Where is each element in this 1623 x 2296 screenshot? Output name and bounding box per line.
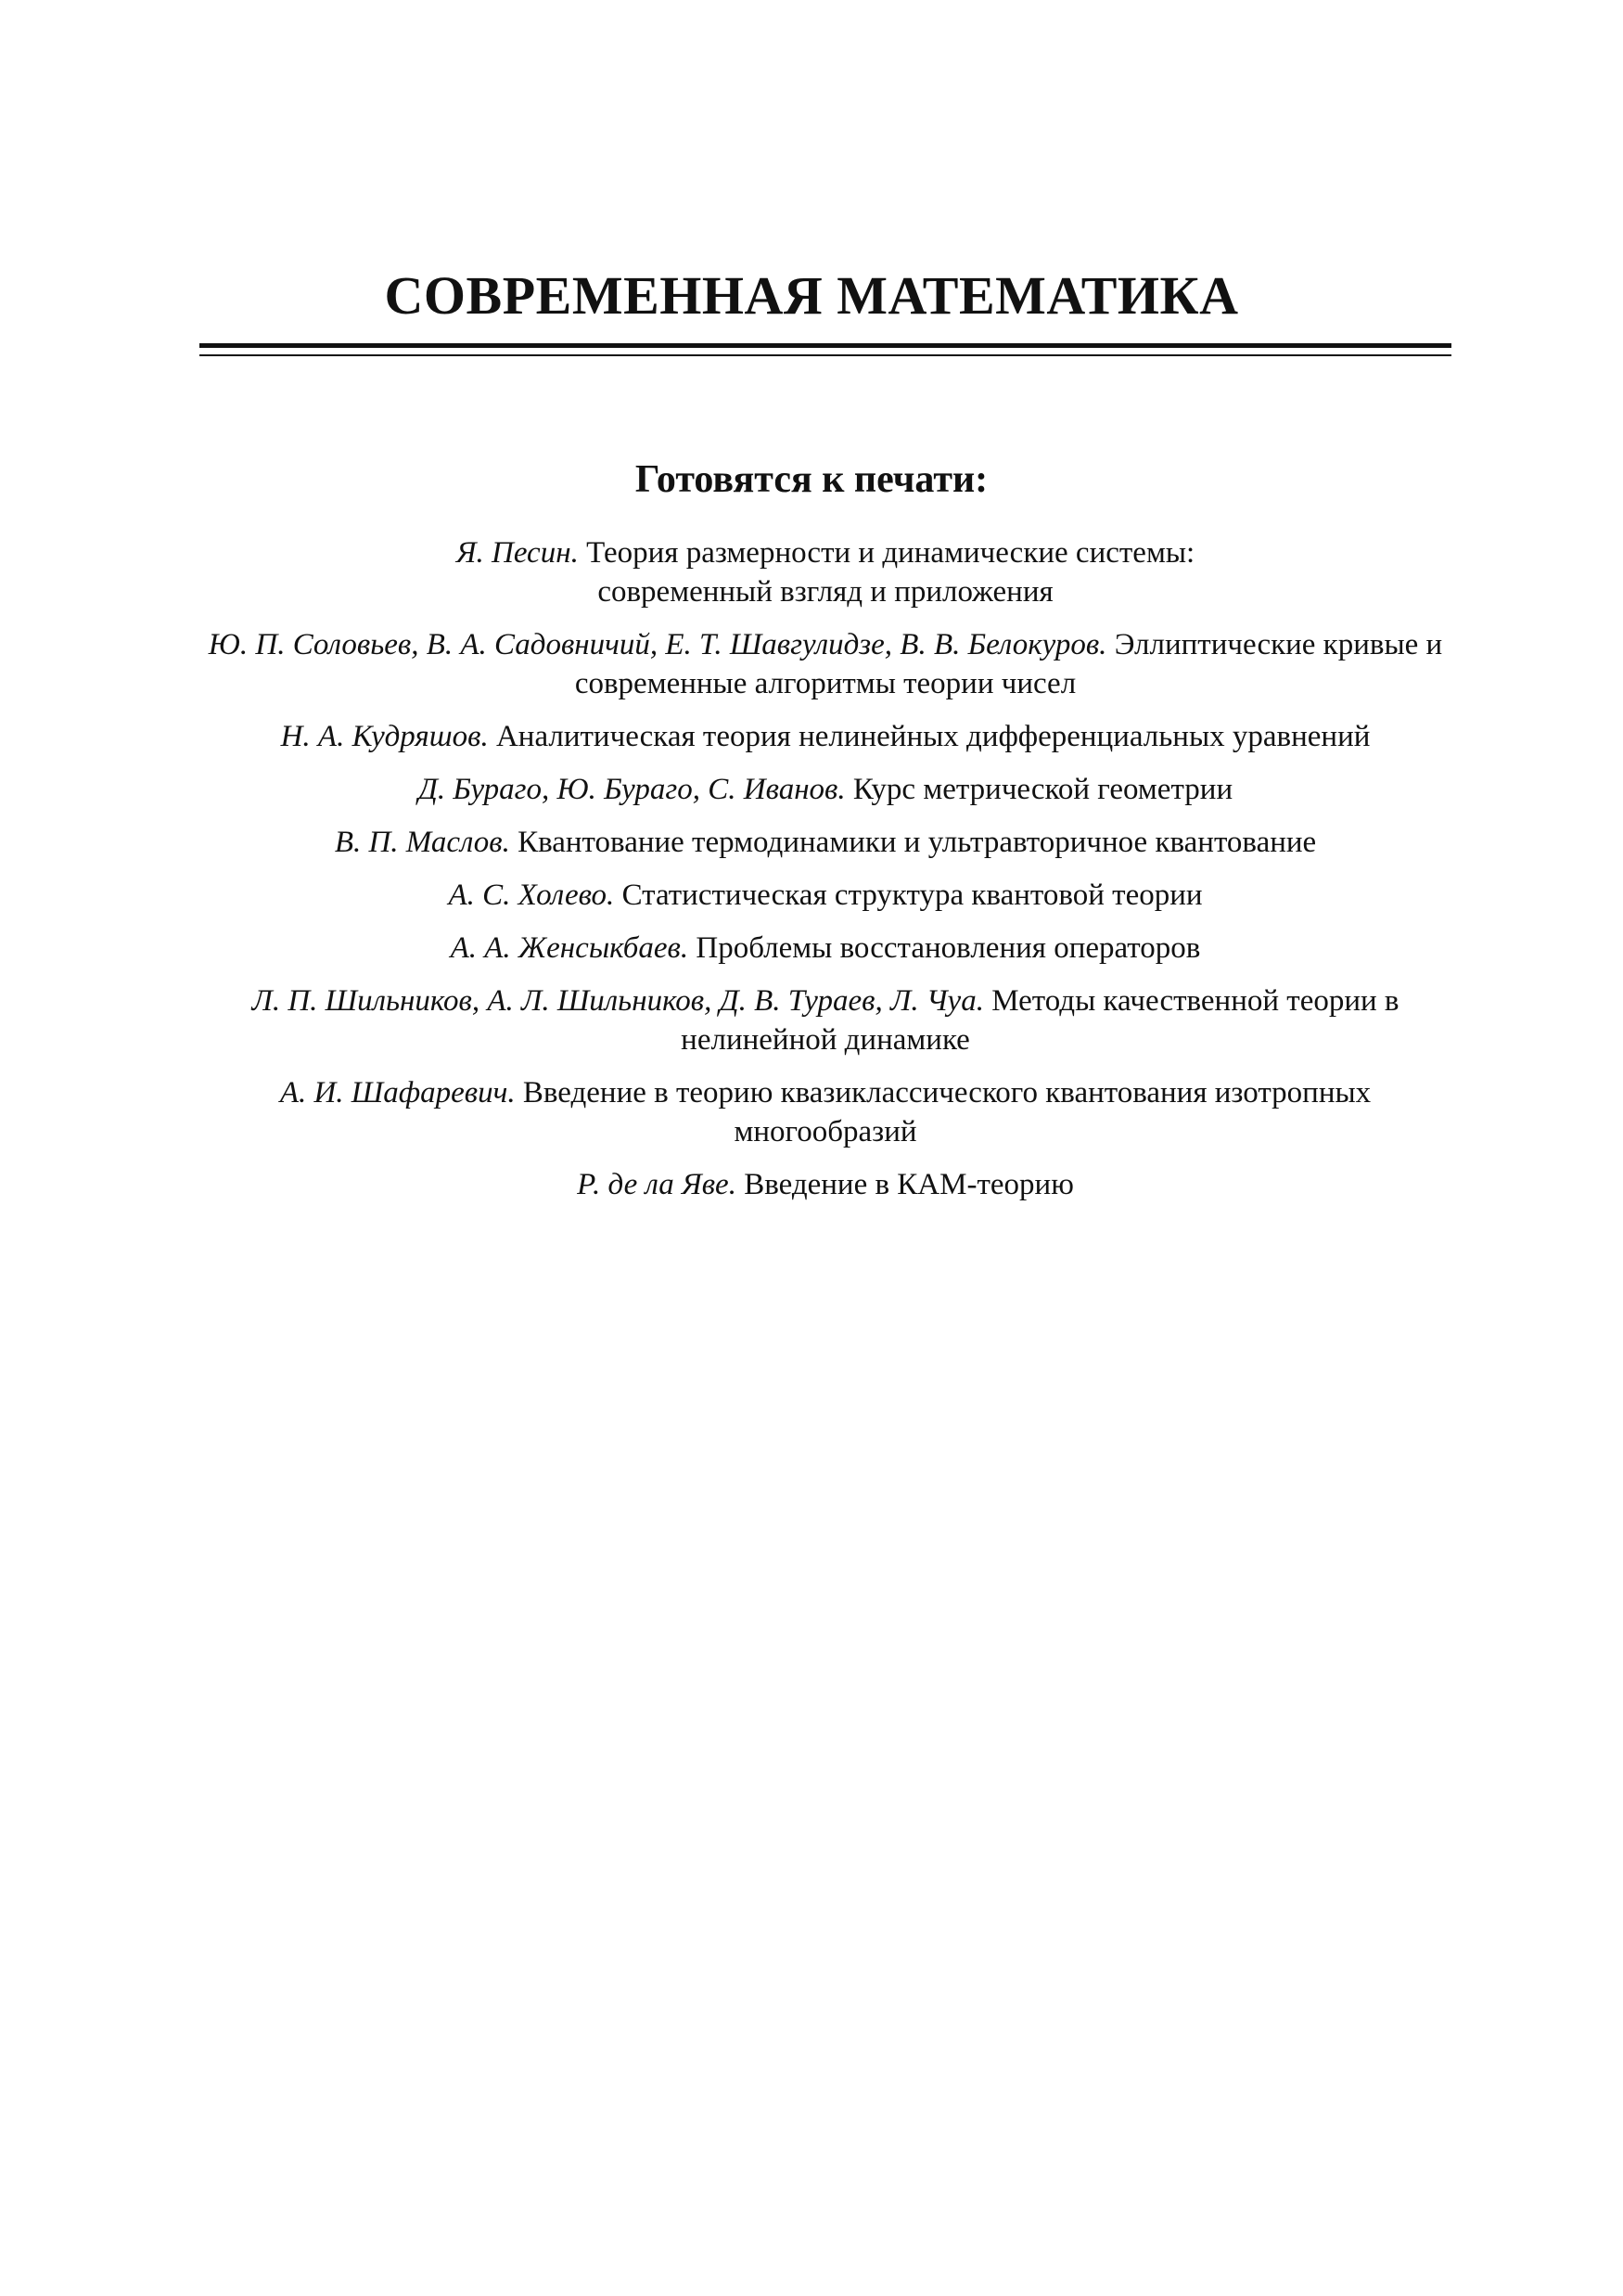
book-title: Проблемы восстановления операторов [696,931,1201,965]
book-title: Статистическая структура квантовой теории [621,879,1203,912]
book-entry [199,717,1451,756]
book-entry [199,981,1451,1059]
book-author: Ю. П. Соловьев, В. А. Садовничий, Е. Т. Шавгулидзе, В. В. Белокуров. [208,628,1107,661]
forthcoming-heading: Готовятся к печати: [634,458,989,501]
book-author: Н. А. Кудряшов. [280,720,489,753]
book-entry [199,770,1451,809]
book-entry [199,876,1451,915]
book-entry [199,823,1451,862]
book-title: Аналитическая теория нелинейных дифференциальных уравнений [495,720,1371,753]
book-title: Теория размерности и динамические системы: современный взгляд и приложения [586,536,1195,609]
forthcoming-book-list [199,533,1451,1218]
book-title: Введение в теорию квазиклассического квантования изотропных многообразий [522,1076,1372,1148]
book-title: Введение в КАМ-теорию [744,1168,1074,1201]
book-author: Д. Бураго, Ю. Бураго, С. Иванов. [417,773,846,806]
book-title: Курс метрической геометрии [852,773,1233,806]
book-entry [199,533,1451,611]
book-entry [199,1073,1451,1151]
book-title: Эллиптические кривые и современные алгоритмы теории чисел [574,628,1443,700]
title-rule-thin [199,354,1451,356]
book-entry [199,1165,1451,1204]
book-author: А. С. Холево. [448,879,615,912]
book-entry [199,625,1451,703]
book-author: Я. Песин. [455,536,579,570]
book-author: А. И. Шафаревич. [279,1076,516,1110]
title-rule-thick [199,343,1451,348]
series-title: СОВРЕМЕННАЯ МАТЕМАТИКА [384,265,1239,326]
book-title: Методы качественной теории в нелинейной динамике [681,984,1399,1057]
book-entry [199,929,1451,968]
book-title: Квантование термодинамики и ультравторичное квантование [518,826,1317,859]
book-author: В. П. Маслов. [334,826,510,859]
book-author: Р. де ла Яве. [577,1168,736,1201]
book-author: Л. П. Шильников, А. Л. Шильников, Д. В. Тураев, Л. Чуа. [251,984,984,1018]
book-author: А. А. Женсыкбаев. [450,931,689,965]
